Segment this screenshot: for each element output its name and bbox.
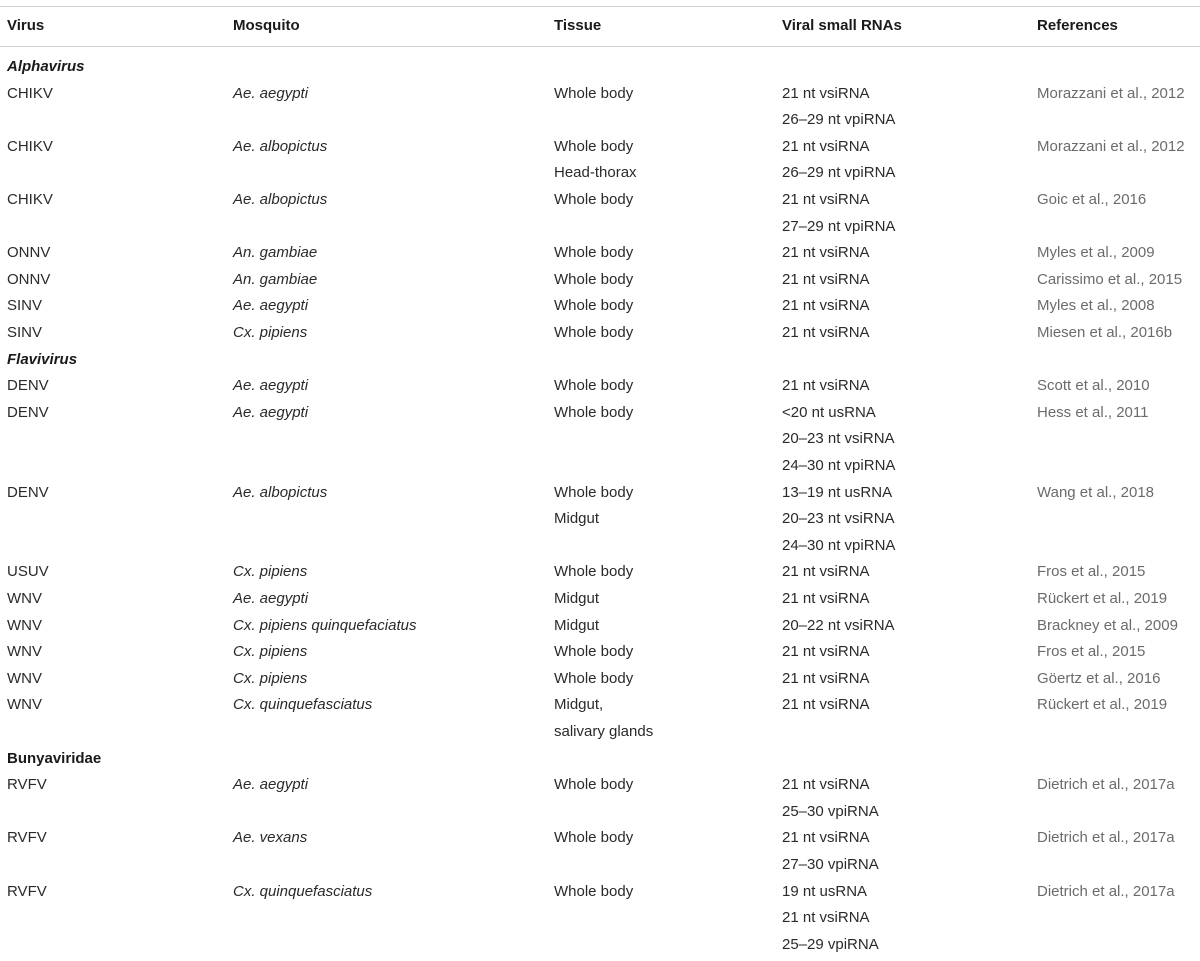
- tissue-cell: [554, 320, 633, 347]
- rna-line: 21 nt vsiRNA: [782, 270, 870, 288]
- tissue-line: Midgut: [554, 510, 600, 528]
- tissue-line: Whole body: [554, 669, 634, 687]
- reference-cell: Miesen et al., 2016b: [1037, 324, 1173, 341]
- reference-cell: Myles et al., 2009: [1037, 244, 1155, 262]
- mosquito-cell: An. gambiae: [233, 270, 318, 288]
- mosquito-cell: Cx. quinquefasciatus: [233, 696, 373, 714]
- tissue-cell: [554, 81, 633, 108]
- reference-cell: Fros et al., 2015: [1037, 643, 1146, 661]
- rna-line: 24–30 nt vpiRNA: [782, 536, 896, 554]
- tissue-line: Midgut: [554, 616, 600, 634]
- mosquito-cell: Ae. aegypti: [233, 776, 309, 794]
- viral-small-rnas-cell: [782, 480, 895, 560]
- tissue-line: Midgut: [554, 590, 600, 607]
- viral-small-rnas-cell: [782, 666, 870, 693]
- virus-cell: CHIKV: [7, 84, 53, 102]
- viral-small-rnas-cell: [782, 81, 895, 134]
- viral-small-rnas-cell: [782, 586, 870, 613]
- rna-line: 27–29 nt vpiRNA: [782, 217, 896, 235]
- tissue-line: Whole body: [554, 297, 634, 315]
- mosquito-cell: Cx. pipiens: [233, 563, 308, 581]
- rna-line: 26–29 nt vpiRNA: [782, 111, 896, 129]
- reference-cell: Morazzani et al., 2012: [1037, 137, 1185, 155]
- tissue-cell: [554, 134, 637, 187]
- tissue-cell: [554, 293, 633, 320]
- tissue-line: Whole body: [554, 403, 634, 421]
- viral-small-rnas-cell: [782, 373, 870, 400]
- tissue-line: Whole body: [554, 829, 634, 847]
- reference-cell: Dietrich et al., 2017a: [1037, 776, 1175, 794]
- tissue-cell: [554, 879, 633, 906]
- virus-cell: RVFV: [7, 829, 47, 847]
- rna-line: 25–30 vpiRNA: [782, 802, 879, 820]
- reference-cell: Carissimo et al., 2015: [1037, 270, 1183, 288]
- rna-line: 21 nt vsiRNA: [782, 137, 870, 155]
- tissue-cell: [554, 400, 633, 427]
- tissue-cell: [554, 825, 633, 852]
- section-label: Flavivirus: [7, 350, 78, 368]
- rna-line: 21 nt vsiRNA: [782, 909, 870, 927]
- viral-small-rnas-cell: [782, 692, 870, 719]
- tissue-cell: [554, 559, 633, 586]
- mosquito-cell: Cx. pipiens: [233, 669, 308, 687]
- mosquito-cell: Ae. vexans: [233, 829, 308, 847]
- tissue-line: Whole body: [554, 137, 634, 155]
- viral-small-rnas-cell: [782, 134, 895, 187]
- virus-cell: ONNV: [7, 270, 51, 288]
- tissue-cell: [554, 586, 599, 613]
- header-top-rule: [0, 6, 1200, 7]
- reference-cell: Dietrich et al., 2017a: [1037, 882, 1175, 900]
- viral-small-rnas-cell: [782, 400, 895, 480]
- rna-line: 20–22 nt vsiRNA: [782, 616, 895, 634]
- mosquito-cell: Ae. aegypti: [233, 377, 309, 395]
- rna-line: 21 nt vsiRNA: [782, 84, 870, 102]
- rna-line: 20–23 nt vsiRNA: [782, 430, 895, 448]
- rna-line: <20 nt usRNA: [782, 403, 876, 421]
- viral-small-rnas-cell: [782, 879, 879, 959]
- reference-cell: Brackney et al., 2009: [1037, 616, 1178, 634]
- mosquito-cell: An. gambiae: [233, 244, 318, 262]
- tissue-cell: [554, 187, 633, 214]
- virus-cell: WNV: [7, 590, 42, 607]
- tissue-line: Whole body: [554, 244, 634, 262]
- rna-line: 21 nt vsiRNA: [782, 377, 870, 395]
- tissue-cell: [554, 692, 653, 745]
- reference-cell: Wang et al., 2018: [1037, 483, 1155, 501]
- viral-small-rnas-cell: [782, 240, 870, 267]
- rna-line: 27–30 vpiRNA: [782, 855, 879, 873]
- mosquito-cell: Ae. aegypti: [233, 297, 309, 315]
- viral-small-rnas-cell: [782, 267, 870, 294]
- rna-line: 26–29 nt vpiRNA: [782, 164, 896, 182]
- rna-line: 20–23 nt vsiRNA: [782, 510, 895, 528]
- tissue-cell: [554, 772, 633, 799]
- virus-cell: DENV: [7, 483, 49, 501]
- viral-small-rnas-cell: [782, 772, 879, 825]
- reference-cell: Morazzani et al., 2012: [1037, 84, 1185, 102]
- virus-cell: WNV: [7, 669, 42, 687]
- tissue-cell: [554, 480, 633, 533]
- header-tissue: Tissue: [554, 17, 602, 34]
- virus-cell: WNV: [7, 643, 42, 661]
- rna-line: 21 nt vsiRNA: [782, 191, 870, 208]
- virus-cell: USUV: [7, 563, 49, 581]
- header-virus: Virus: [7, 17, 45, 34]
- rna-line: 21 nt vsiRNA: [782, 563, 870, 581]
- tissue-line: Whole body: [554, 776, 634, 794]
- virus-cell: SINV: [7, 324, 43, 341]
- rna-line: 21 nt vsiRNA: [782, 696, 870, 714]
- tissue-line: Head-thorax: [554, 164, 637, 182]
- viral-small-rnas-cell: [782, 613, 895, 640]
- tissue-line: salivary glands: [554, 722, 654, 740]
- mosquito-cell: Cx. pipiens: [233, 324, 308, 341]
- section-label: Alphavirus: [7, 58, 85, 75]
- header-references: References: [1037, 17, 1118, 34]
- reference-cell: Rückert et al., 2019: [1037, 696, 1168, 714]
- header-viral-small-rnas: Viral small RNAs: [782, 17, 902, 34]
- tissue-line: Whole body: [554, 377, 634, 395]
- rna-line: 21 nt vsiRNA: [782, 324, 870, 341]
- mosquito-cell: Cx. pipiens quinquefaciatus: [233, 616, 417, 634]
- tissue-line: Whole body: [554, 483, 634, 501]
- tissue-cell: [554, 613, 599, 640]
- virus-cell: WNV: [7, 616, 42, 634]
- tissue-line: Whole body: [554, 324, 634, 341]
- rna-line: 19 nt usRNA: [782, 882, 868, 900]
- virus-cell: CHIKV: [7, 191, 53, 208]
- mosquito-cell: Ae. aegypti: [233, 590, 309, 607]
- header-mosquito: Mosquito: [233, 17, 300, 34]
- tissue-line: Whole body: [554, 882, 634, 900]
- viral-small-rnas-cell: [782, 559, 870, 586]
- viral-small-rnas-cell: [782, 320, 870, 347]
- virus-cell: SINV: [7, 297, 43, 315]
- tissue-line: Whole body: [554, 270, 634, 288]
- reference-cell: Hess et al., 2011: [1037, 403, 1149, 421]
- mosquito-cell: Cx. pipiens: [233, 643, 308, 661]
- mosquito-cell: Ae. albopictus: [233, 483, 328, 501]
- virus-cell: CHIKV: [7, 137, 53, 155]
- tissue-cell: [554, 240, 633, 267]
- rna-line: 21 nt vsiRNA: [782, 669, 870, 687]
- tissue-line: Whole body: [554, 563, 634, 581]
- tissue-cell: [554, 267, 633, 294]
- reference-cell: Göertz et al., 2016: [1037, 669, 1161, 687]
- tissue-line: Whole body: [554, 191, 634, 208]
- reference-cell: Scott et al., 2010: [1037, 377, 1150, 395]
- mosquito-cell: Ae. aegypti: [233, 403, 309, 421]
- tissue-cell: [554, 373, 633, 400]
- viral-small-rnas-cell: [782, 639, 870, 666]
- tissue-line: Whole body: [554, 643, 634, 661]
- header-bottom-rule: [0, 46, 1200, 47]
- reference-cell: Fros et al., 2015: [1037, 563, 1146, 581]
- rna-line: 21 nt vsiRNA: [782, 776, 870, 794]
- reference-cell: Dietrich et al., 2017a: [1037, 829, 1175, 847]
- virus-cell: WNV: [7, 696, 42, 714]
- virus-cell: DENV: [7, 403, 49, 421]
- reference-cell: Rückert et al., 2019: [1037, 590, 1168, 607]
- rna-line: 21 nt vsiRNA: [782, 244, 870, 262]
- section-label: Bunyaviridae: [7, 749, 102, 767]
- tissue-line: Whole body: [554, 84, 634, 102]
- rna-line: 21 nt vsiRNA: [782, 829, 870, 847]
- virus-cell: RVFV: [7, 776, 47, 794]
- rna-line: 25–29 vpiRNA: [782, 935, 879, 953]
- mosquito-cell: Cx. quinquefasciatus: [233, 882, 373, 900]
- rna-line: 21 nt vsiRNA: [782, 643, 870, 661]
- rna-line: 21 nt vsiRNA: [782, 590, 870, 607]
- rna-line: 24–30 nt vpiRNA: [782, 456, 896, 474]
- virus-cell: RVFV: [7, 882, 47, 900]
- mosquito-cell: Ae. albopictus: [233, 191, 328, 208]
- rna-line: 21 nt vsiRNA: [782, 297, 870, 315]
- virus-cell: DENV: [7, 377, 49, 395]
- rna-line: 13–19 nt usRNA: [782, 483, 893, 501]
- tissue-cell: [554, 666, 633, 693]
- tissue-cell: [554, 639, 633, 666]
- viral-small-rnas-cell: [782, 187, 895, 240]
- reference-cell: Goic et al., 2016: [1037, 191, 1147, 208]
- viral-small-rnas-cell: [782, 825, 879, 878]
- viral-small-rnas-cell: [782, 293, 870, 320]
- mosquito-cell: Ae. albopictus: [233, 137, 328, 155]
- mosquito-cell: Ae. aegypti: [233, 84, 309, 102]
- reference-cell: Myles et al., 2008: [1037, 297, 1155, 315]
- tissue-line: Midgut,: [554, 696, 604, 714]
- virus-cell: ONNV: [7, 244, 51, 262]
